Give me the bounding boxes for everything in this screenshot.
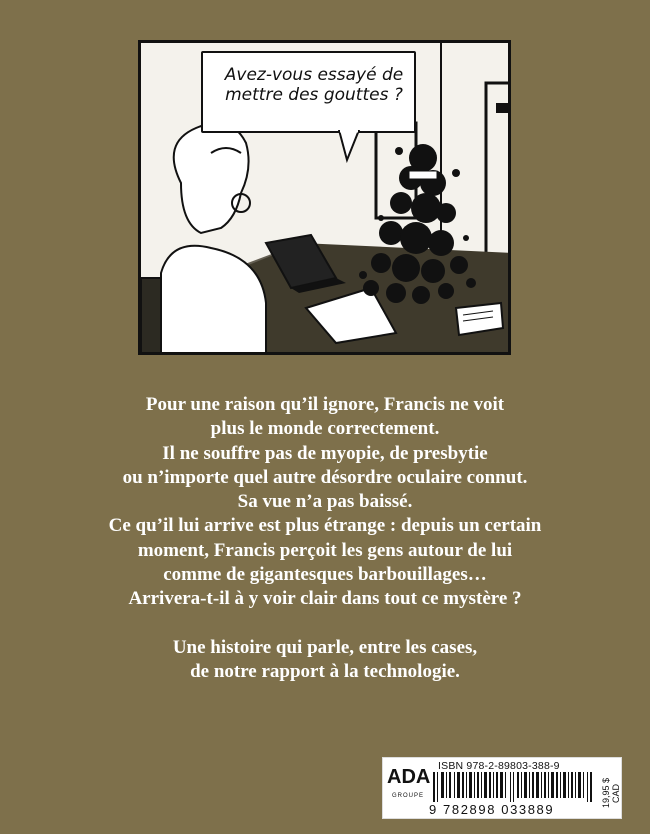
- isbn-label: ISBN 978-2-89803-388-9: [438, 760, 560, 772]
- blurb-line: ou n’importe quel autre désordre oculaire connut.: [122, 466, 528, 488]
- speech-bubble: [201, 51, 416, 133]
- barcode-box: [382, 757, 622, 819]
- ean-number: 9 782898 033889: [429, 802, 555, 817]
- publisher-logo-subtext: GROUPE: [391, 793, 424, 799]
- barcode-bars: [433, 772, 595, 802]
- blurb-line: moment, Francis perçoit les gens autour de lui: [137, 539, 513, 561]
- blurb-line: plus le monde correctement.: [210, 418, 440, 440]
- blurb-line: Sa vue n’a pas baissé.: [237, 491, 413, 513]
- blurb-line: Pour une raison qu’il ignore, Francis ne voit: [145, 394, 505, 415]
- publisher-logo: [387, 766, 429, 812]
- blurb-line: Arrivera-t-il à y voir clair dans tout ce mystère ?: [128, 588, 522, 610]
- back-cover-blurb: [60, 393, 590, 684]
- blurb-line: comme de gigantesques barbouillages…: [163, 564, 487, 586]
- blurb-line: Il ne souffre pas de myopie, de presbytie: [162, 442, 488, 464]
- price-label: 19,95 $ CAD: [601, 777, 621, 809]
- publisher-logo-text: ADA: [387, 766, 431, 788]
- speech-bubble-text: Avez-vous essayé de mettre des gouttes ?: [224, 65, 404, 105]
- speech-bubble-tail: [337, 130, 377, 170]
- tagline-line: Une histoire qui parle, entre les cases,: [172, 636, 478, 658]
- comic-panel: [138, 40, 511, 355]
- tagline: [60, 636, 590, 685]
- tagline-line: de notre rapport à la technologie.: [190, 660, 460, 682]
- blurb-line: Ce qu’il lui arrive est plus étrange : depuis un certain: [108, 515, 542, 537]
